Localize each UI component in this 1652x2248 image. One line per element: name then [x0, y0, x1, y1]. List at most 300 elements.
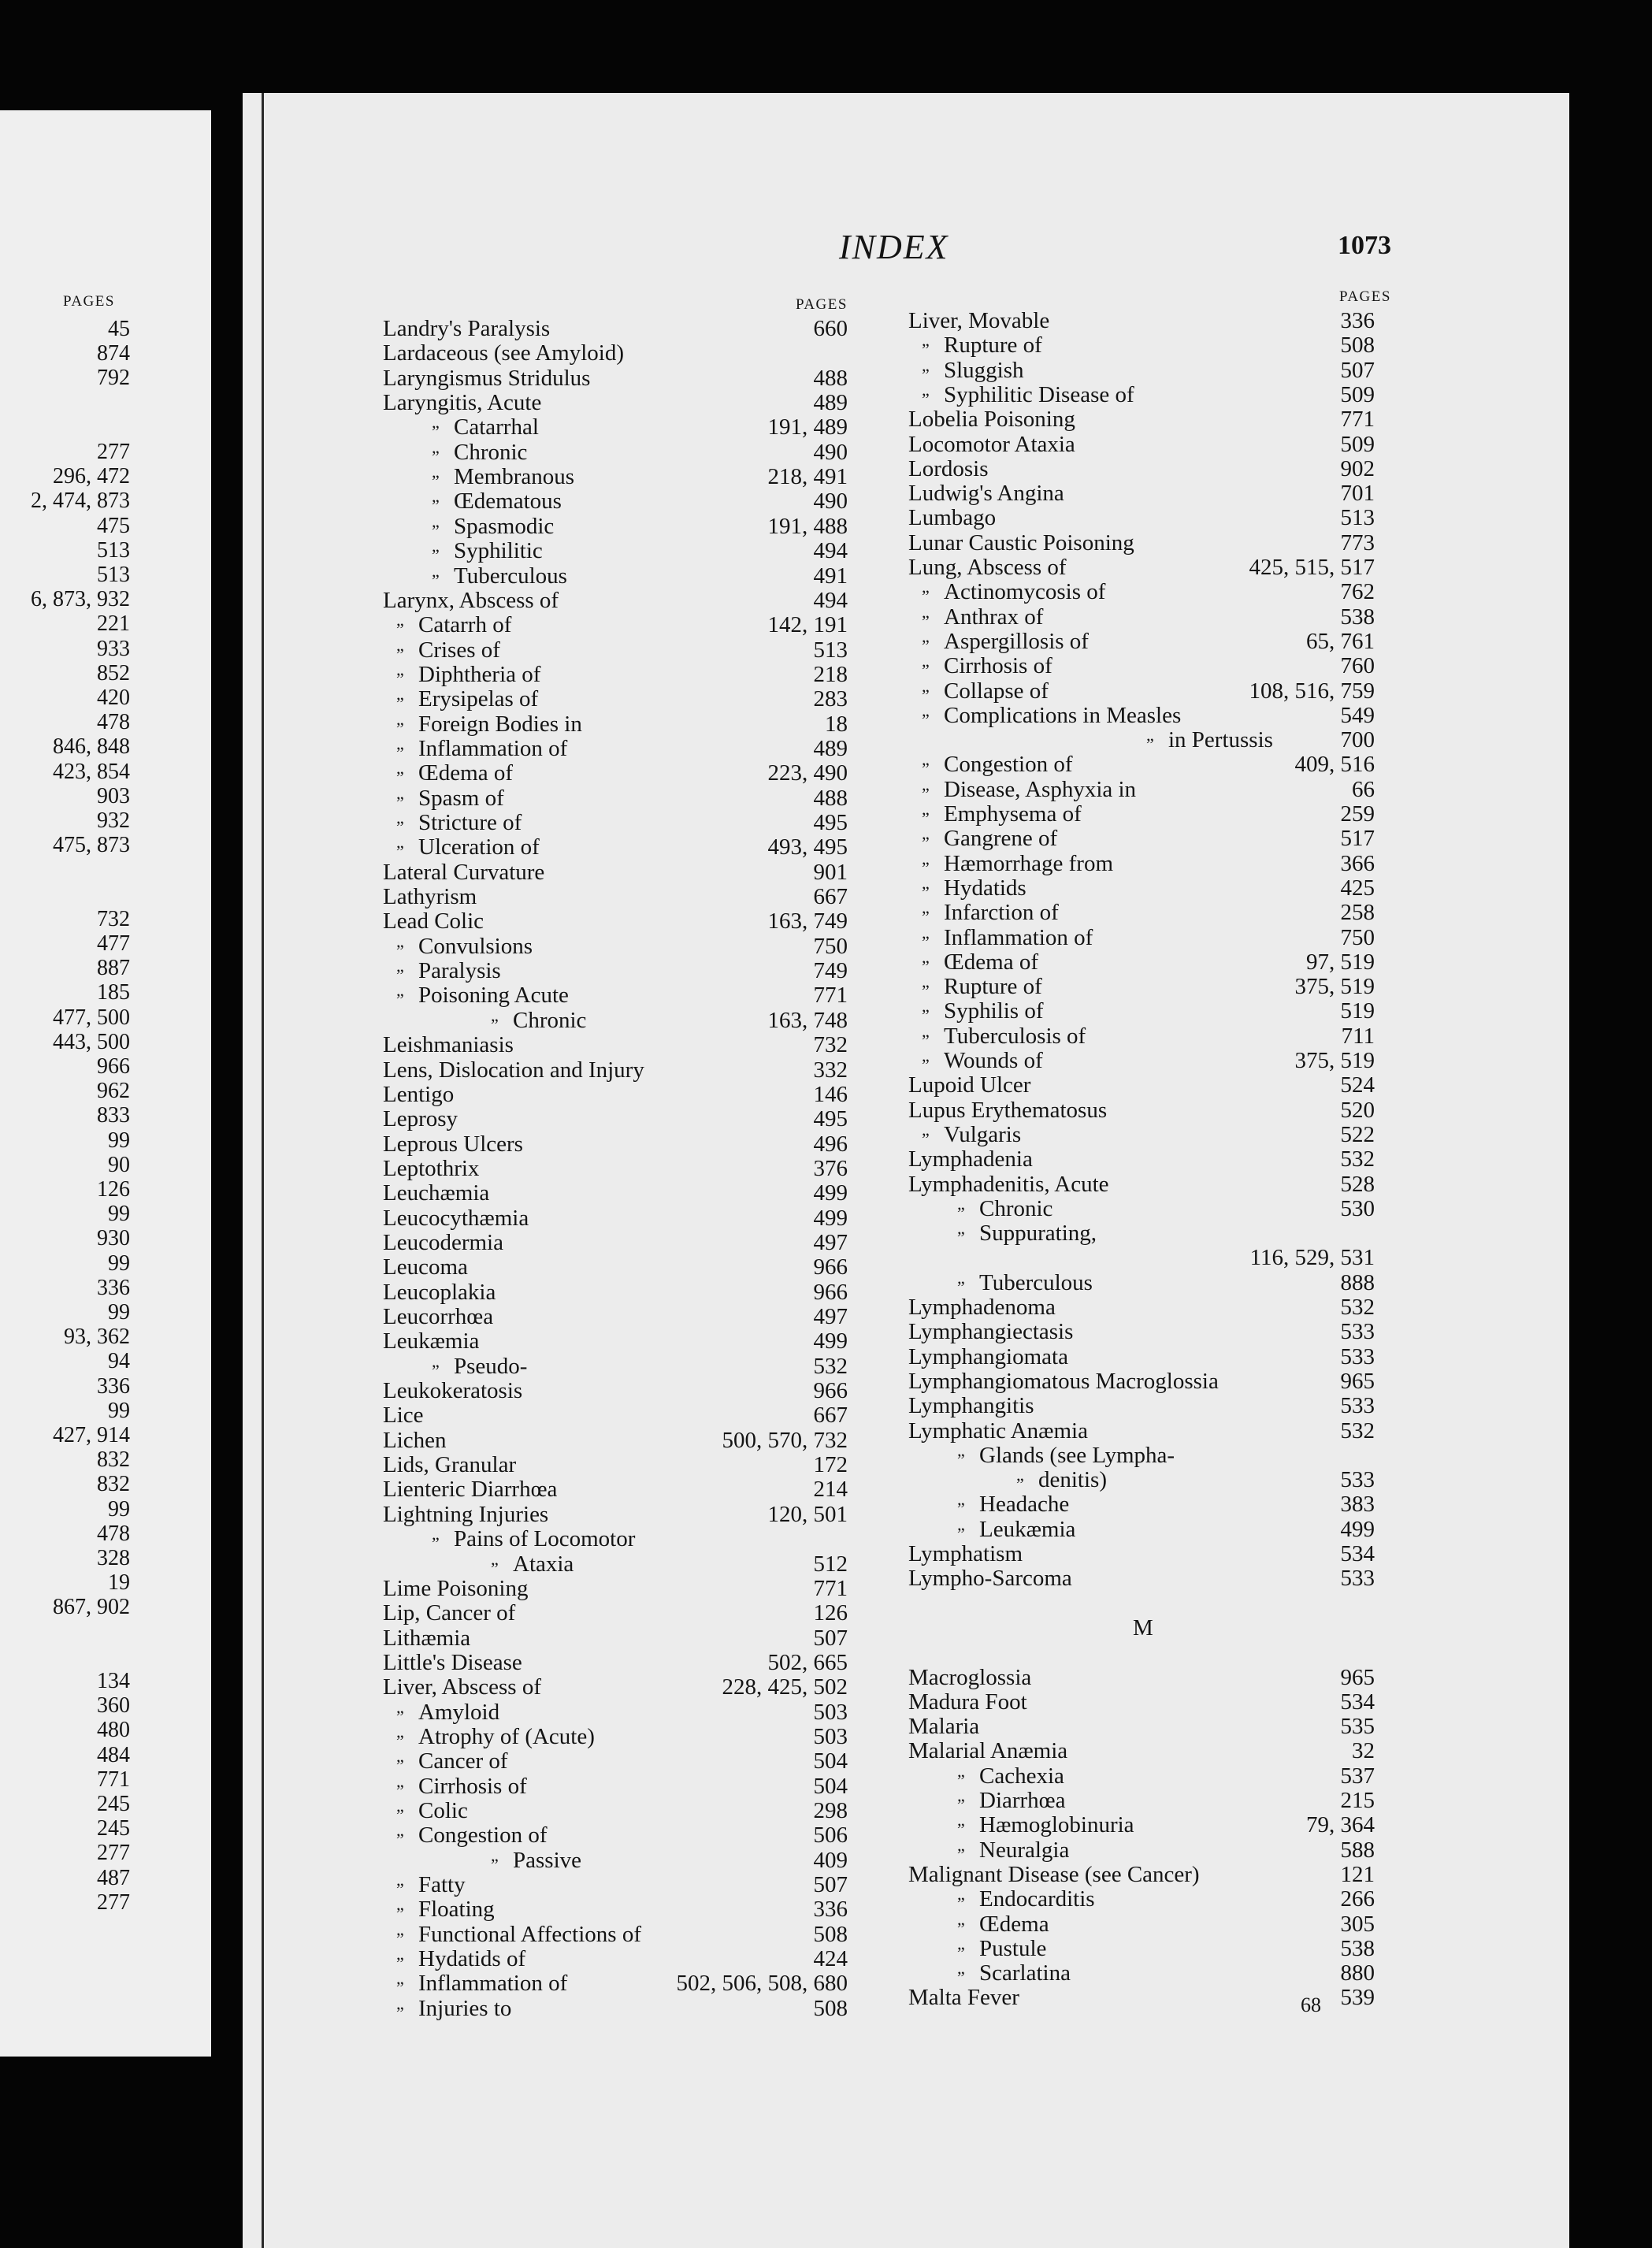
ditto-mark: ”: [396, 1805, 404, 1825]
entry-pages: 146: [813, 1081, 848, 1107]
entry-pages: 499: [1340, 1516, 1375, 1542]
entry-pages: 771: [1340, 407, 1375, 433]
entry-text: Diphtheria of: [418, 661, 541, 687]
entry-pages: 172: [813, 1452, 848, 1478]
entry-pages: 966: [813, 1279, 848, 1305]
entry-pages: 700: [1340, 727, 1375, 753]
left-page-page-ref: 336: [97, 1373, 130, 1399]
ditto-mark: ”: [396, 1780, 404, 1800]
entry-text: Tuberculosis of: [944, 1023, 1086, 1049]
entry-text: denitis): [1038, 1467, 1107, 1493]
entry-pages: 499: [813, 1180, 848, 1206]
entry-pages: 771: [813, 983, 848, 1009]
entry-text: Infarction of: [944, 900, 1059, 926]
entry-text: Atrophy of (Acute): [418, 1723, 595, 1749]
entry-pages: 488: [813, 365, 848, 391]
entry-pages: 120, 501: [767, 1501, 848, 1527]
entry-text: Larynx, Abscess of: [383, 587, 559, 613]
entry-pages: 538: [1340, 604, 1375, 630]
entry-pages: 667: [813, 1403, 848, 1429]
entry-pages: 549: [1340, 702, 1375, 728]
left-page-page-ref: 185: [97, 980, 130, 1005]
ditto-mark: ”: [957, 1795, 965, 1815]
ditto-mark: ”: [922, 956, 930, 976]
entry-pages: 750: [1340, 924, 1375, 950]
entry-pages: 409, 516: [1294, 752, 1375, 778]
entry-pages: 259: [1340, 801, 1375, 827]
left-page-page-ref: 427, 914: [53, 1423, 130, 1447]
entry-pages: 773: [1340, 529, 1375, 555]
entry-text: Lime Poisoning: [383, 1575, 529, 1601]
ditto-mark: ”: [396, 965, 404, 986]
entry-text: Leucorrhœa: [383, 1304, 494, 1329]
entry-text: Tuberculous: [454, 563, 567, 589]
left-page-page-ref: 6, 873, 932: [31, 587, 130, 612]
entry-text: Landry's Paralysis: [383, 316, 551, 341]
entry-text: Leuchæmia: [383, 1180, 490, 1206]
ditto-mark: ”: [922, 783, 930, 804]
left-page-page-ref: 487: [97, 1865, 130, 1890]
entry-text: Lids, Granular: [383, 1452, 517, 1478]
entry-text: Leucoplakia: [383, 1279, 496, 1305]
left-page-page-ref: 99: [108, 1300, 130, 1325]
left-page-page-ref: 771: [97, 1767, 130, 1792]
entry-pages: 667: [813, 884, 848, 910]
left-page-page-ref: 99: [108, 1398, 130, 1423]
left-page-page-ref: 296, 472: [53, 464, 130, 489]
entry-text: Lymphangiomatous Macroglossia: [908, 1368, 1219, 1394]
ditto-mark: ”: [957, 1202, 965, 1223]
ditto-mark: ”: [396, 990, 404, 1010]
entry-pages: 228, 425, 502: [722, 1674, 848, 1700]
ditto-mark: ”: [922, 1030, 930, 1050]
entry-text: Foreign Bodies in: [418, 711, 582, 737]
entry-text: Anthrax of: [944, 604, 1044, 630]
entry-text: Congestion of: [944, 752, 1073, 778]
entry-pages: 108, 516, 759: [1249, 678, 1375, 704]
entry-pages: 965: [1340, 1368, 1375, 1394]
entry-pages: 142, 191: [767, 612, 848, 638]
entry-text: Madura Foot: [908, 1689, 1027, 1715]
left-page-page-ref: 2, 474, 873: [31, 489, 130, 514]
ditto-mark: ”: [396, 619, 404, 640]
entry-pages: 524: [1340, 1072, 1375, 1098]
left-page-page-ref: 19: [108, 1570, 130, 1596]
left-page-page-ref: 480: [97, 1718, 130, 1743]
left-page-page-ref: 966: [97, 1054, 130, 1079]
ditto-mark: ”: [432, 422, 440, 442]
entry-text: Lithæmia: [383, 1625, 471, 1651]
entry-text: Convulsions: [418, 933, 533, 959]
ditto-mark: ”: [432, 570, 440, 590]
left-page-page-ref: 221: [97, 611, 130, 637]
entry-text: Lymphangiectasis: [908, 1319, 1074, 1345]
entry-pages: 495: [813, 810, 848, 835]
left-page-page-ref: 833: [97, 1103, 130, 1128]
left-page-page-ref: 962: [97, 1079, 130, 1104]
entry-text: Cancer of: [418, 1748, 508, 1774]
ditto-mark: ”: [957, 1942, 965, 1963]
entry-pages: 499: [813, 1205, 848, 1231]
entry-pages: 504: [813, 1748, 848, 1774]
entry-pages: 762: [1340, 579, 1375, 605]
left-page-page-ref: 832: [97, 1472, 130, 1497]
entry-pages: 383: [1340, 1492, 1375, 1518]
entry-pages: 497: [813, 1229, 848, 1255]
entry-pages: 660: [813, 316, 848, 341]
entry-text: Lordosis: [908, 455, 989, 481]
entry-pages: 509: [1340, 431, 1375, 457]
ditto-mark: ”: [922, 364, 930, 385]
entry-pages: 711: [1341, 1023, 1375, 1049]
entry-text: Leukokeratosis: [383, 1378, 523, 1404]
entry-pages: 508: [1340, 333, 1375, 359]
entry-text: Lymphatic Anæmia: [908, 1418, 1088, 1444]
entry-text: Inflammation of: [418, 1971, 568, 1997]
entry-pages: 223, 490: [767, 760, 848, 786]
entry-pages: 588: [1340, 1837, 1375, 1863]
entry-pages: 336: [813, 1897, 848, 1923]
entry-pages: 494: [813, 538, 848, 564]
entry-text: Gangrene of: [944, 826, 1058, 852]
entry-text: Vulgaris: [944, 1121, 1022, 1147]
entry-pages: 409: [813, 1847, 848, 1873]
entry-text: Chronic: [513, 1007, 587, 1033]
entry-text: Malignant Disease (see Cancer): [908, 1861, 1200, 1887]
entry-pages: 497: [813, 1304, 848, 1329]
entry-text: Lead Colic: [383, 908, 484, 934]
ditto-mark: ”: [396, 1953, 404, 1974]
entry-pages: 530: [1340, 1195, 1375, 1221]
entry-pages: 507: [1340, 357, 1375, 383]
left-page-page-ref: 513: [97, 537, 130, 563]
entry-text: Lupus Erythematosus: [908, 1097, 1108, 1123]
page-number: 1073: [1338, 231, 1391, 260]
left-page-page-ref: 99: [108, 1202, 130, 1227]
entry-text: Syphilitic: [454, 538, 543, 564]
entry-text: Diarrhœa: [979, 1788, 1066, 1813]
entry-text: Leucocythæmia: [383, 1205, 529, 1231]
left-page-page-ref: 134: [97, 1669, 130, 1693]
entry-text: Ulceration of: [418, 834, 540, 860]
entry-pages: 507: [813, 1625, 848, 1651]
entry-pages: 508: [813, 1995, 848, 2021]
entry-text: Neuralgia: [979, 1837, 1070, 1863]
entry-text: Rupture of: [944, 974, 1042, 1000]
entry-text: Malaria: [908, 1714, 980, 1740]
index-page: [243, 93, 1569, 2248]
entry-text: Cirrhosis of: [944, 653, 1052, 679]
ditto-mark: ”: [922, 1128, 930, 1149]
ditto-mark: ”: [396, 940, 404, 961]
ditto-mark: ”: [396, 842, 404, 862]
ditto-mark: ”: [396, 1978, 404, 1998]
left-page-page-ref: 477, 500: [53, 1005, 130, 1030]
entry-text: Lymphatism: [908, 1541, 1023, 1566]
entry-pages: 425, 515, 517: [1249, 555, 1375, 580]
ditto-mark: ”: [922, 907, 930, 927]
entry-text: Spasm of: [418, 785, 504, 811]
entry-pages: 532: [1340, 1295, 1375, 1320]
entry-pages: 490: [813, 439, 848, 465]
left-page-page-ref: 420: [97, 686, 130, 710]
left-page-page-ref: 477: [97, 931, 130, 956]
ditto-mark: ”: [922, 388, 930, 409]
entry-text: Collapse of: [944, 678, 1049, 704]
entry-pages: 126: [813, 1600, 848, 1626]
entry-pages: 701: [1340, 481, 1375, 507]
entry-text: Little's Disease: [383, 1649, 522, 1675]
ditto-mark: ”: [396, 742, 404, 763]
entry-text: Hæmorrhage from: [944, 850, 1114, 876]
entry-text: Lens, Dislocation and Injury: [383, 1057, 644, 1083]
entry-text: Scarlatina: [979, 1960, 1071, 1986]
entry-text: Colic: [418, 1798, 468, 1823]
entry-pages: 522: [1340, 1121, 1375, 1147]
entry-text: Crises of: [418, 637, 500, 663]
entry-pages: 488: [813, 785, 848, 811]
ditto-mark: ”: [396, 792, 404, 812]
entry-pages: 116, 529, 531: [1249, 1245, 1375, 1271]
entry-pages: 507: [813, 1872, 848, 1898]
entry-pages: 504: [813, 1773, 848, 1799]
entry-pages: 532: [1340, 1146, 1375, 1172]
ditto-mark: ”: [396, 644, 404, 664]
entry-pages: 424: [813, 1946, 848, 1972]
entry-pages: 332: [813, 1057, 848, 1083]
ditto-mark: ”: [922, 833, 930, 853]
entry-text: Leprosy: [383, 1106, 458, 1132]
entry-text: Fatty: [418, 1872, 466, 1898]
entry-text: Cachexia: [979, 1763, 1064, 1789]
entry-pages: 18: [825, 711, 848, 737]
entry-text: Lathyrism: [383, 884, 477, 910]
ditto-mark: ”: [957, 1893, 965, 1914]
entry-text: Congestion of: [418, 1823, 548, 1849]
entry-pages: 191, 489: [767, 414, 848, 440]
entry-text: Lip, Cancer of: [383, 1600, 516, 1626]
left-page-page-ref: 933: [97, 636, 130, 661]
ditto-mark: ”: [922, 340, 930, 360]
entry-pages: 66: [1352, 776, 1375, 802]
entry-text: Membranous: [454, 464, 575, 490]
entry-text: Macroglossia: [908, 1664, 1032, 1690]
ditto-mark: ”: [396, 817, 404, 837]
left-page-page-ref: 45: [108, 317, 130, 341]
entry-text: Lentigo: [383, 1081, 455, 1107]
left-pages-label: PAGES: [63, 293, 115, 310]
entry-text: Malta Fever: [908, 1985, 1019, 2011]
entry-pages: 534: [1340, 1689, 1375, 1715]
entry-text: Actinomycosis of: [944, 579, 1106, 605]
entry-text: Lumbago: [908, 505, 997, 531]
entry-text: Leucodermia: [383, 1229, 503, 1255]
entry-pages: 508: [813, 1921, 848, 1947]
entry-text: Stricture of: [418, 810, 522, 835]
entry-text: Inflammation of: [418, 735, 568, 761]
entry-text: Liver, Movable: [908, 308, 1050, 333]
ditto-mark: ”: [922, 759, 930, 779]
ditto-mark: ”: [922, 808, 930, 828]
ditto-mark: ”: [396, 668, 404, 689]
ditto-mark: ”: [432, 520, 440, 541]
entry-text: Œdema of: [418, 760, 513, 786]
entry-pages: 191, 488: [767, 513, 848, 539]
entry-pages: 532: [1340, 1418, 1375, 1444]
entry-pages: 218: [813, 661, 848, 687]
ditto-mark: ”: [957, 1844, 965, 1864]
left-page-page-ref: 336: [97, 1275, 130, 1300]
entry-pages: 163, 749: [767, 908, 848, 934]
entry-pages: 966: [813, 1254, 848, 1280]
entry-pages: 750: [813, 933, 848, 959]
ditto-mark: ”: [396, 1706, 404, 1726]
entry-pages: 266: [1340, 1886, 1375, 1912]
ditto-mark: ”: [957, 1918, 965, 1938]
entry-pages: 495: [813, 1106, 848, 1132]
entry-text: Lymphangitis: [908, 1393, 1034, 1419]
left-page-page-ref: 513: [97, 563, 130, 587]
left-page-page-ref: 867, 902: [53, 1595, 130, 1620]
entry-text: Lung, Abscess of: [908, 555, 1067, 580]
section-letter-text: M: [1133, 1614, 1153, 1640]
entry-text: Sluggish: [944, 357, 1024, 383]
left-page-page-ref: 475, 873: [53, 833, 130, 858]
entry-pages: 513: [813, 637, 848, 663]
left-page-page-ref: 478: [97, 1521, 130, 1546]
ditto-mark: ”: [957, 1770, 965, 1790]
entry-pages: 496: [813, 1131, 848, 1157]
ditto-mark: ”: [396, 693, 404, 714]
entry-text: Wounds of: [944, 1048, 1043, 1073]
entry-pages: 512: [813, 1551, 848, 1577]
left-page-page-ref: 245: [97, 1816, 130, 1841]
entry-pages: 760: [1340, 653, 1375, 679]
left-page-page-ref: 93, 362: [64, 1325, 130, 1350]
entry-text: Pustule: [979, 1935, 1047, 1961]
entry-pages: 79, 364: [1306, 1812, 1375, 1838]
entry-pages: 538: [1340, 1935, 1375, 1961]
entry-text: Hæmoglobinuria: [979, 1812, 1134, 1838]
ditto-mark: ”: [957, 1523, 965, 1544]
left-page-page-ref: 328: [97, 1546, 130, 1570]
left-page-page-ref: 484: [97, 1742, 130, 1767]
entry-text: Leishmaniasis: [383, 1032, 514, 1058]
left-page-page-ref: 360: [97, 1693, 130, 1719]
entry-text: Œdema of: [944, 949, 1038, 975]
entry-text: Inflammation of: [944, 924, 1093, 950]
entry-pages: 376: [813, 1155, 848, 1181]
left-page-page-ref: 277: [97, 1841, 130, 1866]
left-page-page-ref: 478: [97, 710, 130, 735]
ditto-mark: ”: [922, 1055, 930, 1075]
page-title: INDEX: [839, 228, 949, 266]
left-page-page-ref: 245: [97, 1792, 130, 1816]
left-page-page-ref: 732: [97, 906, 130, 931]
column-1-pages-label: PAGES: [796, 296, 848, 313]
entry-pages: 375, 519: [1294, 974, 1375, 1000]
entry-text: Chronic: [454, 439, 528, 465]
entry-pages: 500, 570, 732: [722, 1427, 848, 1453]
entry-pages: 533: [1340, 1467, 1375, 1493]
entry-pages: 494: [813, 587, 848, 613]
ditto-mark: ”: [922, 685, 930, 705]
entry-pages: 214: [813, 1477, 848, 1503]
entry-text: Laryngismus Stridulus: [383, 365, 591, 391]
entry-pages: 366: [1340, 850, 1375, 876]
ditto-mark: ”: [396, 1730, 404, 1751]
ditto-mark: ”: [396, 1830, 404, 1850]
entry-text: Lymphangiomata: [908, 1343, 1068, 1369]
entry-pages: 520: [1340, 1097, 1375, 1123]
left-page-page-ref: 932: [97, 808, 130, 833]
entry-pages: 491: [813, 563, 848, 589]
entry-text: Glands (see Lympha-: [979, 1442, 1175, 1468]
entry-text: Endocarditis: [979, 1886, 1095, 1912]
ditto-mark: ”: [432, 471, 440, 492]
left-page-page-ref: 903: [97, 783, 130, 808]
entry-pages: 533: [1340, 1393, 1375, 1419]
entry-pages: 528: [1340, 1171, 1375, 1197]
entry-pages: 539: [1340, 1985, 1375, 2011]
left-page-page-ref: 99: [108, 1128, 130, 1153]
left-page-page-ref: 277: [97, 1889, 130, 1915]
entry-pages: 888: [1340, 1269, 1375, 1295]
entry-pages: 519: [1340, 998, 1375, 1024]
entry-text: Liver, Abscess of: [383, 1674, 541, 1700]
entry-pages: 517: [1340, 826, 1375, 852]
entry-text: Hydatids: [944, 875, 1026, 901]
entry-text: Disease, Asphyxia in: [944, 776, 1137, 802]
ditto-mark: ”: [922, 635, 930, 656]
ditto-mark: ”: [922, 709, 930, 730]
ditto-mark: ”: [1016, 1474, 1024, 1495]
entry-pages: 502, 506, 508, 680: [676, 1971, 848, 1997]
entry-text: Leucoma: [383, 1254, 468, 1280]
entry-pages: 490: [813, 489, 848, 515]
entry-pages: 489: [813, 735, 848, 761]
entry-pages: 533: [1340, 1343, 1375, 1369]
ditto-mark: ”: [957, 1819, 965, 1840]
entry-pages: 215: [1340, 1788, 1375, 1813]
entry-text: Lardaceous (see Amyloid): [383, 340, 625, 366]
left-page-page-ref: 792: [97, 366, 130, 391]
entry-pages: 535: [1340, 1714, 1375, 1740]
entry-text: Leukæmia: [383, 1328, 480, 1354]
entry-text: Floating: [418, 1897, 495, 1923]
entry-pages: 298: [813, 1798, 848, 1823]
entry-text: Emphysema of: [944, 801, 1082, 827]
entry-text: Ludwig's Angina: [908, 481, 1064, 507]
ditto-mark: ”: [432, 545, 440, 566]
entry-text: Amyloid: [418, 1699, 500, 1725]
left-page-page-ref: 423, 854: [53, 759, 130, 784]
entry-pages: 902: [1340, 455, 1375, 481]
ditto-mark: ”: [396, 2002, 404, 2023]
ditto-mark: ”: [396, 767, 404, 788]
entry-text: Lympho-Sarcoma: [908, 1566, 1072, 1592]
entry-text: Lymphadenitis, Acute: [908, 1171, 1109, 1197]
ditto-mark: ”: [957, 1499, 965, 1519]
entry-pages: 121: [1340, 1861, 1375, 1887]
entry-text: Spasmodic: [454, 513, 555, 539]
entry-pages: 503: [813, 1699, 848, 1725]
entry-text: Lateral Curvature: [383, 859, 545, 885]
entry-pages: 771: [813, 1575, 848, 1601]
ditto-mark: ”: [396, 1756, 404, 1776]
entry-pages: 506: [813, 1823, 848, 1849]
entry-pages: 509: [1340, 381, 1375, 407]
